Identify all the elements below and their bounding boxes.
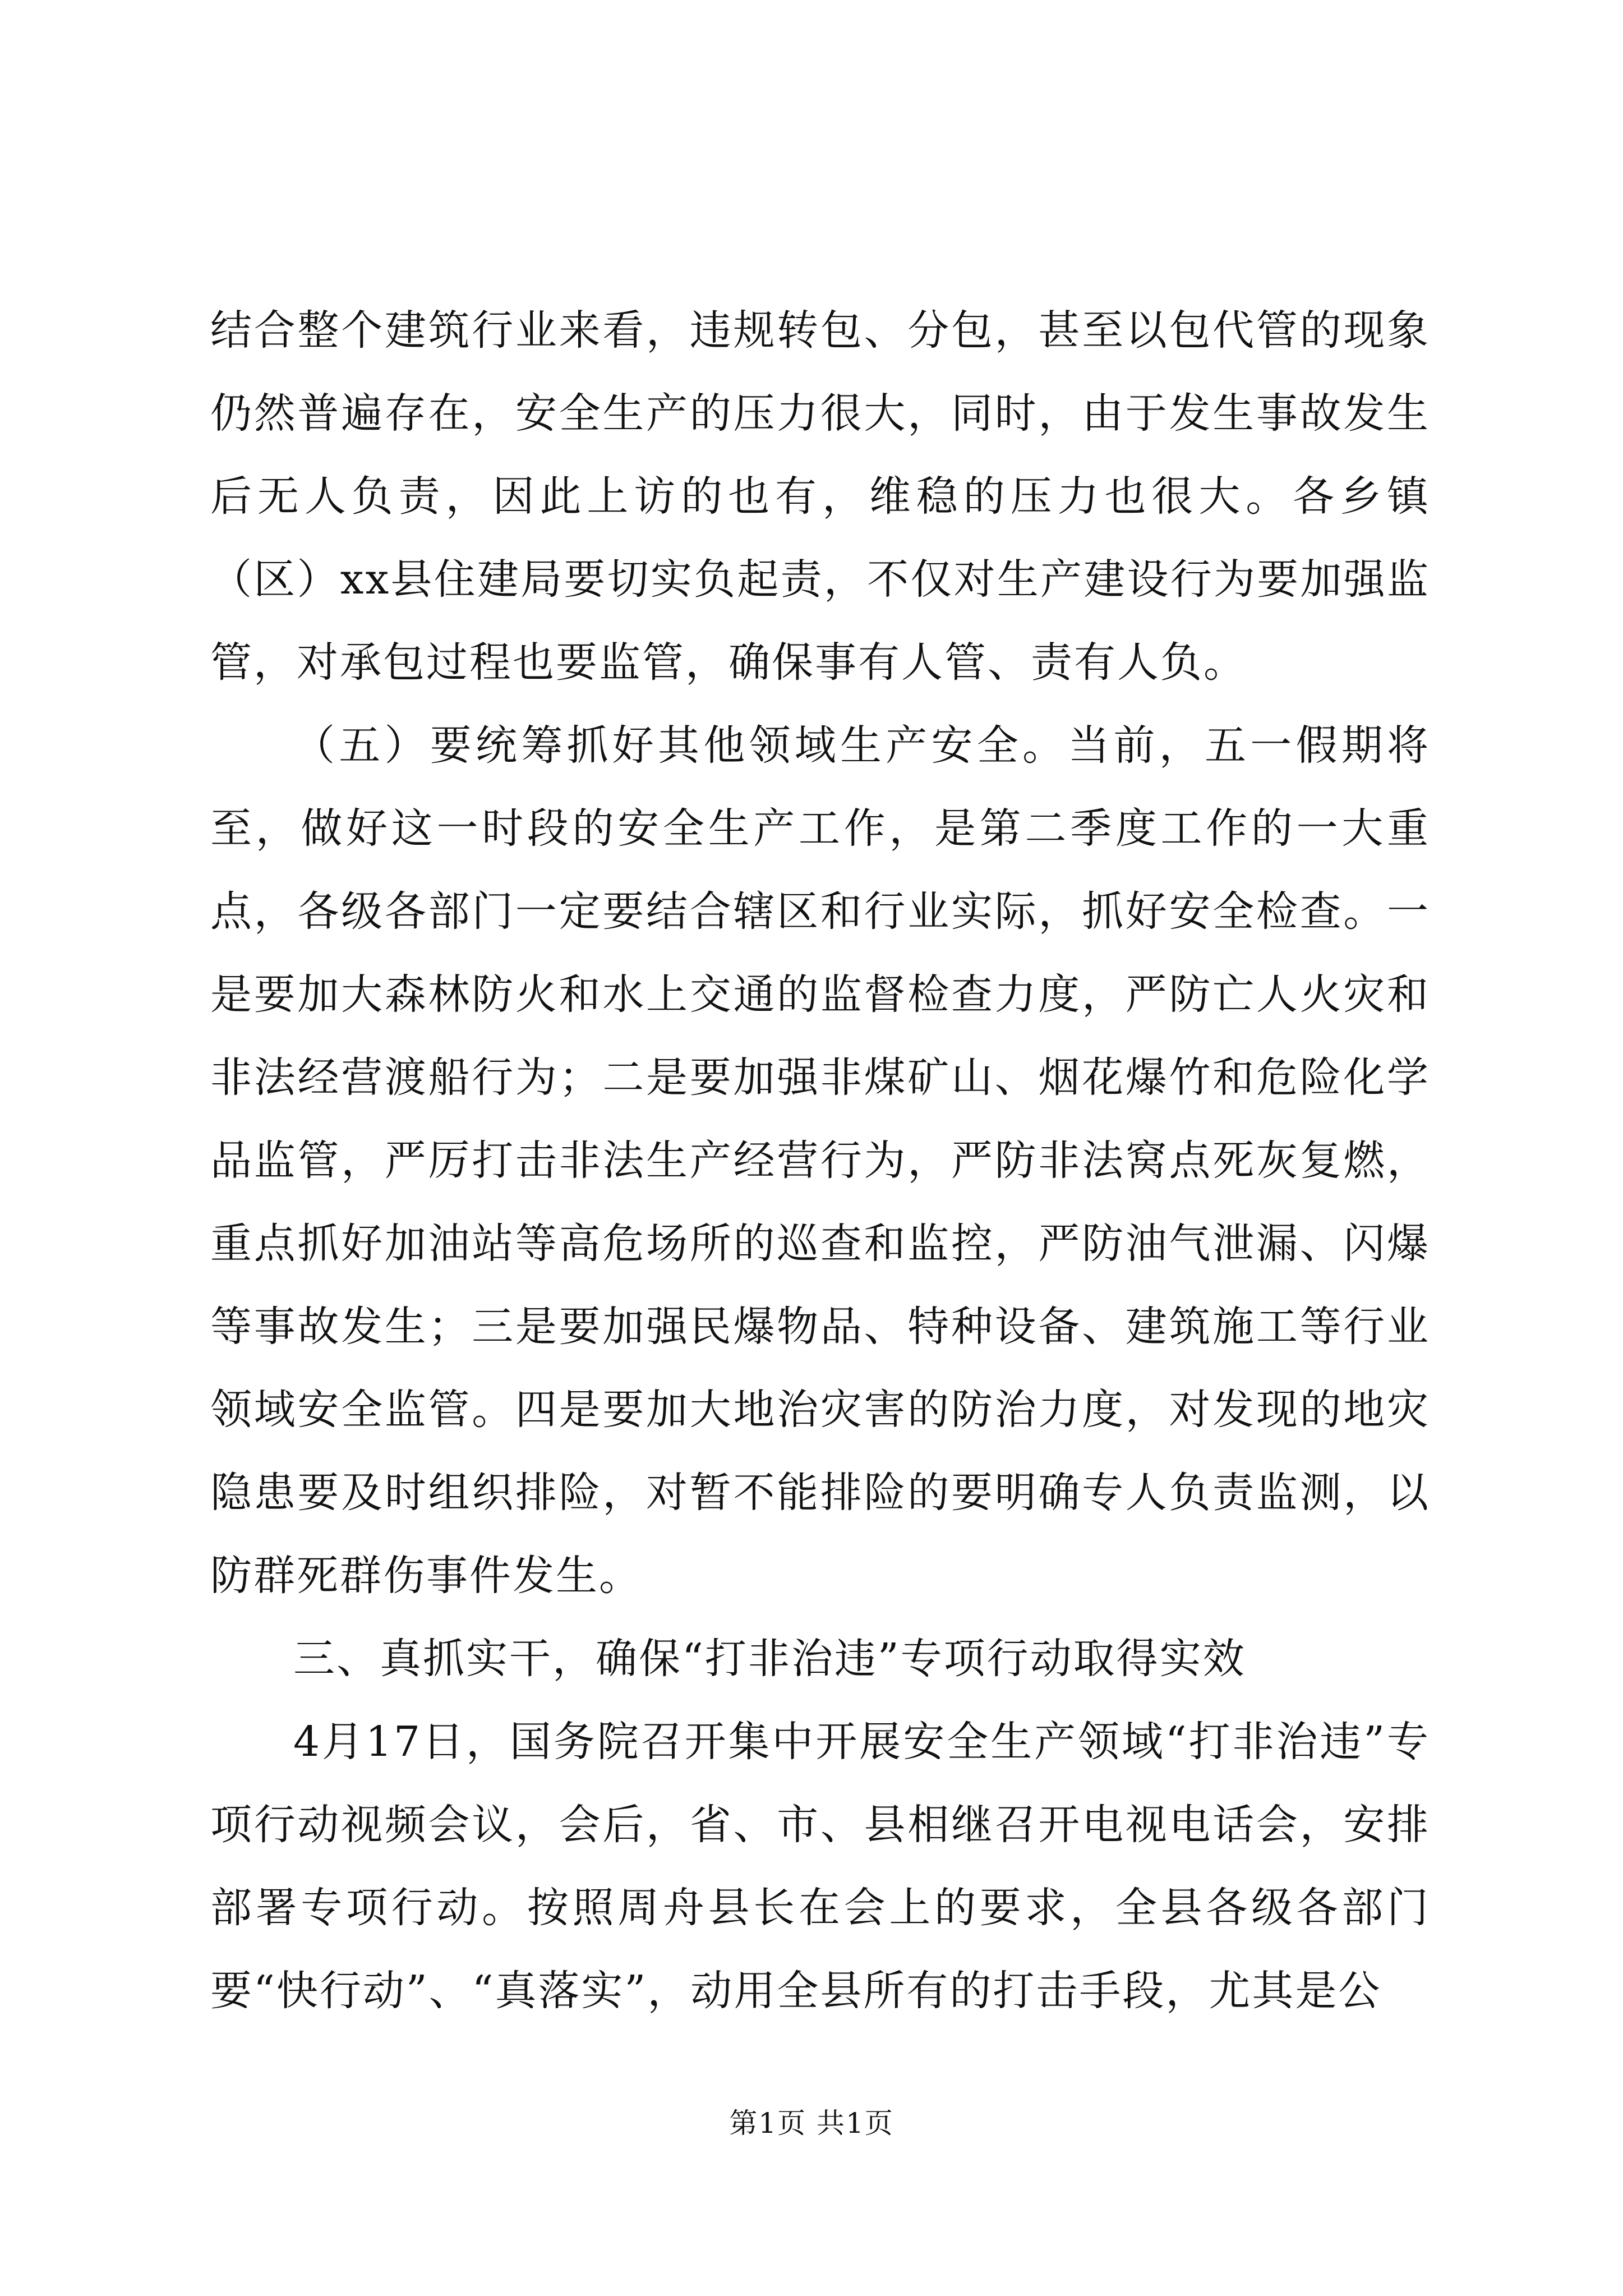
page-footer: 第1页 共1页 <box>729 2107 894 2139</box>
document-body <box>210 289 1430 2032</box>
paragraph-item-five: （五）要统筹抓好其他领域生产安全。当前，五一假期将至，做好这一时段的安全生产工作，是第二季度工作的一大重点，各级各部门一定要结合辖区和行业实际，抓好安全检查。一是要加大森林防火和水上交通的监督检查力度，严防亡人火灾和非法经营渡船行为；二是要加强非煤矿山、烟花爆竹和危险化学品监管，严厉打击非法生产经营行为，严防非法窝点死灰复燃，重点抓好加油站等高危场所的巡查和监控，严防油气泄漏、闪爆等事故发生；三是要加强民爆物品、特种设备、建筑施工等行业领域安全监管。四是要加大地治灾害的防治力度，对发现的地灾隐患要及时组织排险，对暂不能排险的要明确专人负责监测，以防群死群伤事件发生。 <box>210 721 1430 1600</box>
paragraph-continuation: 结合整个建筑行业来看，违规转包、分包，甚至以包代管的现象仍然普遍存在，安全生产的压力很大，同时，由于发生事故发生后无人负责，因此上访的也有，维稳的压力也很大。各乡镇（区）xx县住建局要切实负起责，不仅对生产建设行为要加强监管，对承包过程也要监管，确保事有人管、责有人负。 <box>210 306 1430 687</box>
section-heading-three: 三、真抓实干，确保“打非治违”专项行动取得实效 <box>293 1635 1246 1683</box>
paragraph-section-three: 4月17日，国务院召开集中开展安全生产领域“打非治违”专项行动视频会议，会后，省、市、县相继召开电视电话会，安排部署专项行动。按照周舟县长在会上的要求，全县各级各部门要“快行动”、“真落实”，动用全县所有的打击手段，尤其是公 <box>210 1718 1430 2015</box>
